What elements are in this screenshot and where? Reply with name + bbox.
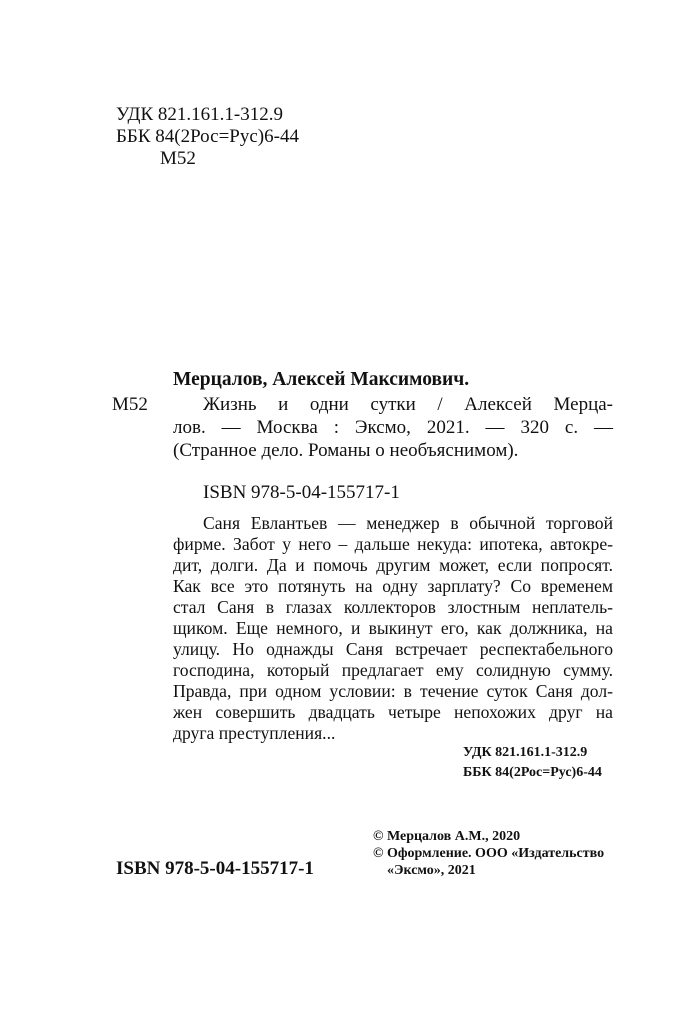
catalog-description-line: лов. — Москва : Эксмо, 2021. — 320 с. — [173,417,613,438]
catalog-isbn: ISBN 978-5-04-155717-1 [203,482,400,503]
copyright-design-cont: «Эксмо», 2021 [387,863,476,878]
annotation-line: улицу. Но однажды Саня встречает респектабельного [173,639,613,659]
catalog-description-line: Жизнь и одни сутки / Алексей Мерца- [203,394,613,415]
annotation-line: фирме. Забот у него – дальше некуда: ипотека, автокре- [173,534,613,554]
annotation-line: щиком. Еще немного, и выкинут его, как должника, на [173,618,613,638]
catalog-author-mark: М52 [112,394,148,415]
annotation-line: Как все это потянуть на одну зарплату? Со временем [173,576,613,596]
copyright-author: © Мерцалов А.М., 2020 [373,829,521,844]
annotation-line: Саня Евлантьев — менеджер в обычной торговой [203,513,613,533]
copyright-design: © Оформление. ООО «Издательство [373,846,605,861]
annotation-line: дит, долги. Да и помочь другим может, если попросят. [173,555,613,575]
annotation-udk: УДК 821.161.1-312.9 [463,745,588,760]
footer-isbn: ISBN 978-5-04-155717-1 [116,858,314,879]
annotation-line: Правда, при одном условии: в течение суток Саня дол- [173,681,613,701]
author-mark: М52 [160,148,196,169]
annotation-line: друга преступления... [173,723,336,743]
annotation-bbk: ББК 84(2Рос=Рус)6-44 [463,765,602,780]
bbk-code: ББК 84(2Рос=Рус)6-44 [116,126,299,147]
annotation-line: жен совершить двадцать четыре непохожих друг на [173,702,613,722]
catalog-author-heading: Мерцалов, Алексей Максимович. [173,369,470,390]
catalog-description-line: (Странное дело. Романы о необъяснимом). [173,440,519,461]
annotation-line: господина, который предлагает ему солидную сумму. [173,660,613,680]
annotation-line: стал Саня в глазах коллекторов злостным неплатель- [173,597,613,617]
udk-code: УДК 821.161.1-312.9 [116,104,283,125]
